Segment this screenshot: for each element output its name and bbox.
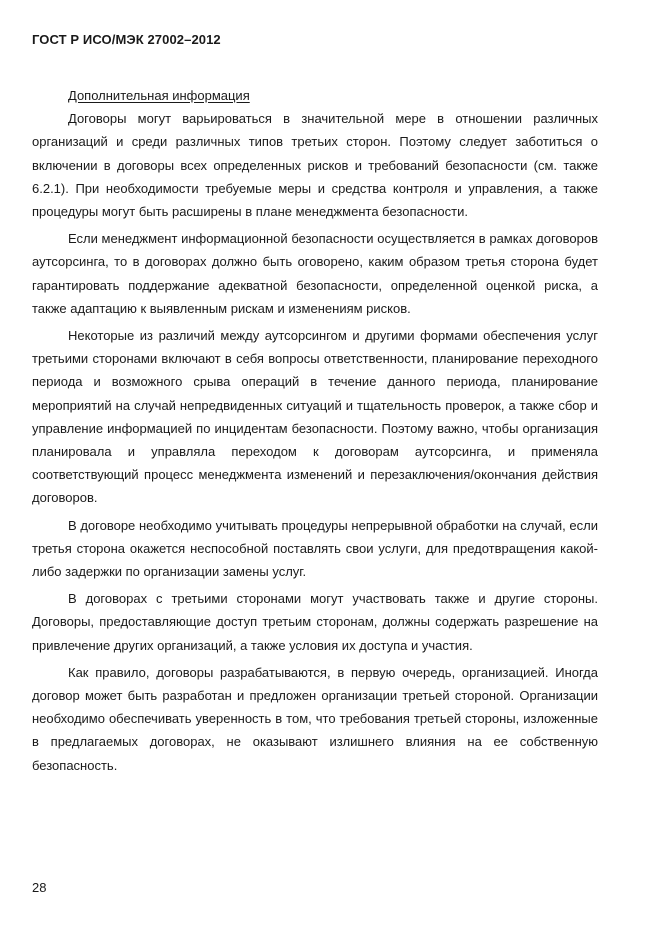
paragraph-1: Договоры могут варьироваться в значительной мере в отношении различных организаций и среди различных типов третьих сторон. Поэтому следует заботиться о включении в договоры всех определенных рисков и требований безопасности (см. также 6.2.1). При необходимости требуемые меры и средства контроля и управления, а также процедуры могут быть расширены в плане менеджмента безопасности.: [32, 111, 598, 220]
paragraph-3: Некоторые из различий между аутсорсингом и другими формами обеспечения услуг третьими сторонами включают в себя вопросы ответственности, планирование переходного периода и возможного срыва операций в течение данного периода, планирование мероприятий на случай непредвиденных ситуаций и тщательность проверок, а также сбор и управление информацией по инцидентам безопасности. Поэтому важно, чтобы организация планировала и управляла переходом к договорам аутсорсинга, и применяла соответствующий процесс менеджмента изменений и перезаключения/окончания действия договоров.: [32, 328, 598, 506]
section-heading: Дополнительная информация: [68, 88, 250, 103]
paragraph-2: Если менеджмент информационной безопасности осуществляется в рамках договоров аутсорсинга, то в договорах должно быть оговорено, каким образом третья сторона будет гарантировать поддержание адекватной безопасности, определенной оценкой риска, а также адаптацию к выявленным рискам и изменениям рисков.: [32, 231, 598, 316]
page-number: 28: [32, 880, 47, 895]
main-content: [32, 84, 598, 781]
paragraph-4: В договоре необходимо учитывать процедуры непрерывной обработки на случай, если третья сторона окажется неспособной поставлять свои услуги, для предотвращения какой-либо задержки по организации замены услуг.: [32, 517, 598, 580]
paragraph-5: В договорах с третьими сторонами могут участвовать также и другие стороны. Договоры, предоставляющие доступ третьим сторонам, должны содержать разрешение на привлечение других организаций, а также условия их доступа и участия.: [32, 591, 598, 653]
document-header: ГОСТ Р ИСО/МЭК 27002–2012: [32, 32, 221, 47]
paragraph-6: Как правило, договоры разрабатываются, в первую очередь, организацией. Иногда договор может быть разработан и предложен организации третьей стороной. Организации необходимо обеспечивать уверенность в том, что требования третьей стороны, изложенные в предлагаемых договорах, не оказывают излишнего влияния на ее собственную безопасность.: [32, 664, 598, 773]
